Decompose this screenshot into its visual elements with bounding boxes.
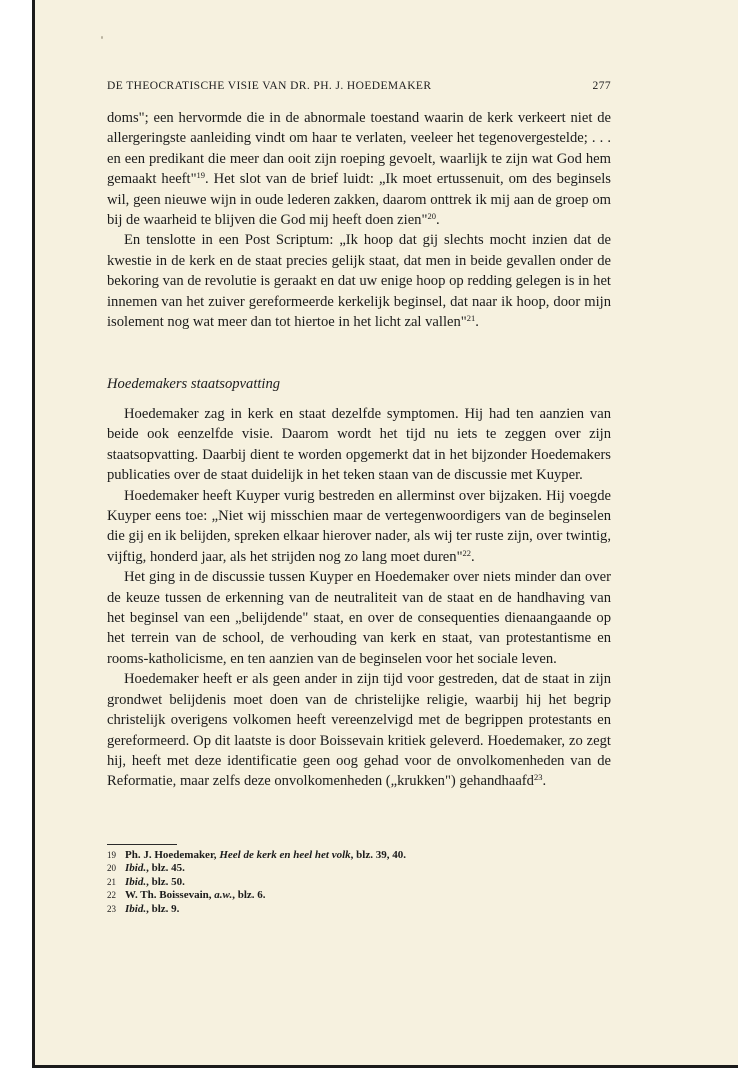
footnote-ref[interactable]: 21 xyxy=(466,313,476,324)
footnote-author: W. Th. Boissevain, xyxy=(125,889,215,902)
paragraph-text: Hoedemaker zag in kerk en staat dezelfde symptomen. Hij had ten aanzien van beide ook eenzelfde visie. Daarom wordt het tijd nu iets te zeggen over zijn staatsopvatting. Daarbij dient te worden opgemerkt dat in het bijzonder Hoedemakers publicaties over de staat duidelijk in het teken staan van de discussie met Kuyper. xyxy=(107,406,611,484)
footnotes xyxy=(107,849,611,916)
footnote-ref[interactable]: 23 xyxy=(533,772,543,783)
footnote xyxy=(107,849,611,862)
paragraph xyxy=(107,567,611,669)
paragraph-text: . xyxy=(475,314,479,331)
footnote-rule xyxy=(107,844,177,845)
footnote-rest: , blz. 39, 40. xyxy=(350,849,406,861)
paragraph-text: En tenslotte in een Post Scriptum: „Ik hoop dat gij slechts mocht inzien dat de kwestie in de kerk en de staat precies gelijk staat, dat men in beide gevallen onder de bekoring van de revolutie is geraakt en dat uw enige hoop op redding gelegen is in het innemen van het zuiver gereformeerde kerkelijk beginsel, dat naar ik hoop, door mijn isolement nog wat meer dan tot hiertoe in het licht zal vallen" xyxy=(107,232,611,331)
running-head: DE THEOCRATISCHE VISIE VAN DR. PH. J. HOEDEMAKER xyxy=(107,80,432,92)
footnote-rest: , blz. 45. xyxy=(146,862,185,875)
footnote-number: 21 xyxy=(107,876,116,887)
paragraph-text: Het ging in de discussie tussen Kuyper en Hoedemaker over niets minder dan over de keuze tussen de erkenning van de neutraliteit van de staat en de handhaving van het beginsel van een „belijdende" staat, en over de consequenties dienaangaande op het terrein van de school, de verhouding van kerk en staat, van protestantisme en rooms-katholicisme, en ten aanzien van de beginselen voor het sociale leven. xyxy=(107,569,611,667)
paragraph xyxy=(107,669,611,791)
footnote-title: Ibid. xyxy=(125,875,147,888)
paragraph-text: . Het slot van de brief luidt: „Ik moet ertussenuit, om des beginsels wil, geen nieuwe wijn in oude lederen zakken, daarom onttrek ik mij aan de groep om bij de waarheid te blijven die God mij heeft doen zien" xyxy=(107,171,611,229)
paragraph-text: . xyxy=(435,212,440,229)
footnote-title: Heel de kerk en heel het volk xyxy=(219,849,351,861)
footnote-number: 22 xyxy=(107,890,116,901)
footnote-text xyxy=(125,849,406,862)
footnote xyxy=(107,889,611,902)
paragraph xyxy=(107,230,611,332)
footnote-number: 20 xyxy=(107,863,116,874)
footnote-author: Ph. J. Hoedemaker, xyxy=(125,849,220,861)
footnote xyxy=(107,903,611,916)
paragraph xyxy=(107,108,611,230)
paragraph-text: doms"; een hervormde die in de abnormale toestand waarin de kerk verkeert niet de allergeringste aanleiding vindt om haar te verlaten, veeleer het tegenovergestelde; . . . en een predikant die meer dan ooit zijn roeping gevoelt, waarlijk te zijn wat God hem gemaakt heeft" xyxy=(107,110,611,188)
page-number: 277 xyxy=(592,80,611,92)
paragraph-text: Hoedemaker heeft er als geen ander in zijn tijd voor gestreden, dat de staat in zijn grondwet belijdenis moet doen van de christelijke religie, waarbij hij het begrip christelijk overigens volkomen heeft vereenzelvigd met de begrippen protestants en gereformeerd. Op dit laatste is door Boissevain kritiek geleverd. Hoedemaker, zo zegt hij, heeft met deze identificatie geen oog gehad voor de onvolkomenheden van de Reformatie, maar zelfs deze onvolkomenheden („krukken") gehandhaafd xyxy=(107,671,611,790)
footnote-number: 19 xyxy=(107,850,116,860)
footnote xyxy=(107,862,611,875)
footnote-ref[interactable]: 20 xyxy=(427,211,436,222)
section-heading: Hoedemakers staatsopvatting xyxy=(107,376,281,392)
body-text-bottom xyxy=(107,404,611,792)
footnote-ref[interactable]: 22 xyxy=(462,547,472,558)
footnote xyxy=(107,876,611,889)
footnote-title: a.w. xyxy=(214,889,233,902)
footnote-rest: , blz. 50. xyxy=(146,875,185,888)
paragraph-text: Hoedemaker heeft Kuyper vurig bestreden en allerminst over bijzaken. Hij voegde Kuyper eens toe: „Niet wij misschien maar de vertegenwoordigers van de beginselen die gij en ik belijden, spreken elkaar hierover nader, als wij ter ruste zijn, over twintig, vijftig, honderd jaar, als het strijden nog zo lang moet duren" xyxy=(107,487,611,565)
footnote-title: Ibid. xyxy=(125,862,147,875)
paragraph-text: . xyxy=(542,773,547,790)
footnote-text xyxy=(125,862,185,875)
footnote-rest: , blz. 6. xyxy=(232,889,266,902)
paragraph xyxy=(107,486,611,568)
paragraph-text: . xyxy=(471,548,475,565)
body-text-top xyxy=(107,108,611,332)
footnote-rest: , blz. 9. xyxy=(146,902,180,915)
footnote-number: 23 xyxy=(107,903,116,914)
footnote-text xyxy=(125,903,179,916)
paragraph xyxy=(107,404,611,486)
paper-speck xyxy=(101,36,103,39)
footnote-text xyxy=(125,889,266,902)
footnote-ref[interactable]: 19 xyxy=(196,170,206,181)
footnote-title: Ibid. xyxy=(125,902,147,915)
footnote-text xyxy=(125,876,185,889)
page-header xyxy=(107,80,611,98)
